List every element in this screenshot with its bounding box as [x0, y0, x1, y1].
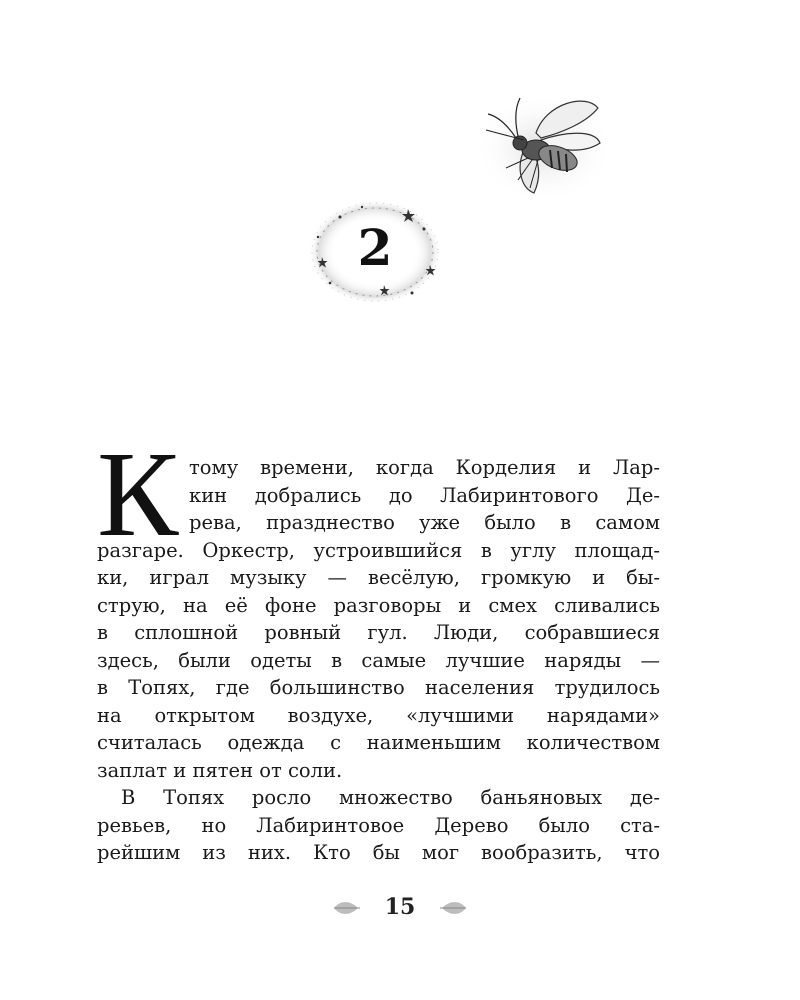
page-number: 15 — [384, 894, 416, 920]
text-line: ки, играл музыку — весёлую, громкую и бы- — [97, 566, 660, 589]
page-folio — [330, 890, 470, 924]
text-line: разгаре. Оркестр, устроившийся в углу площад- — [97, 538, 660, 562]
chapter-number: 2 — [357, 218, 393, 277]
text-line: заплат и пятен от соли. — [97, 758, 343, 782]
text-line: кин добрались до Лабиринтового Де- — [189, 483, 660, 507]
text-line: рева, празднество уже было в самом — [189, 511, 660, 534]
text-line: струю, на её фоне разговоры и смех сливались — [97, 593, 660, 617]
text-line: в сплошной ровный гул. Люди, собравшиеся — [97, 621, 660, 644]
drop-cap: К — [97, 427, 179, 562]
text-line: здесь, были одеты в самые лучшие наряды — — [97, 648, 660, 672]
text-line: В Топях росло множество баньяновых де- — [121, 786, 660, 809]
text-line: считалась одежда с наименьшим количеством — [97, 731, 660, 754]
text-line: на открытом воздухе, «лучшими нарядами» — [97, 703, 660, 727]
leaf-icon — [438, 898, 468, 918]
text-line: ревьев, но Лабиринтовое Дерево было ста- — [97, 813, 660, 837]
text-line: рейшим из них. Кто бы мог вообразить, что — [97, 841, 660, 864]
text-line: в Топях, где большинство населения трудилось — [97, 676, 660, 699]
text-line: тому времени, когда Корделия и Лар- — [189, 456, 660, 479]
body-text — [97, 454, 660, 867]
bee-icon — [466, 88, 616, 208]
